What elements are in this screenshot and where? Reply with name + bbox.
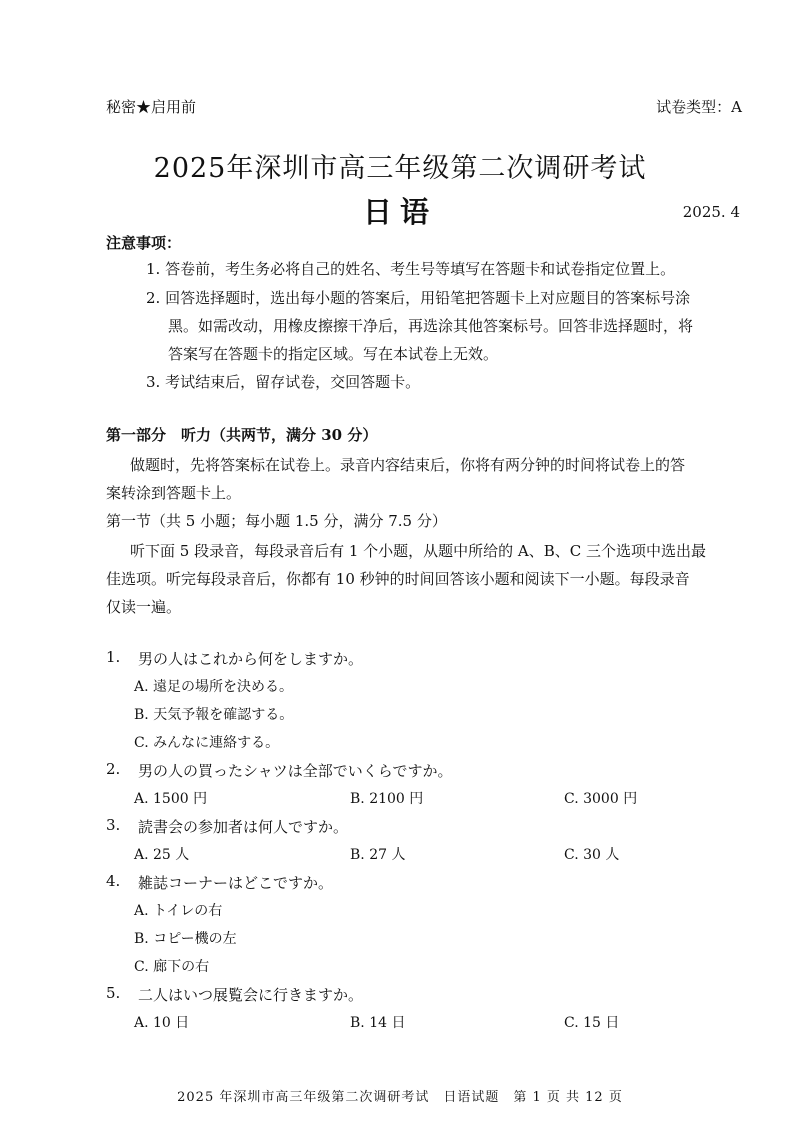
option-a: A. 10 日: [134, 1015, 190, 1031]
section1-instructions-line-3: 仅读一遍。: [106, 598, 182, 616]
confidential-label: 秘密★启用前: [106, 98, 197, 116]
option-c: C. 廊下の右: [134, 959, 210, 975]
question-text: 雑誌コーナーはどこですか。: [138, 874, 334, 892]
note-item-2-line-1: 2. 回答选择题时，选出每小题的答案后，用铅笔把答题卡上对应题目的答案标号涂: [146, 289, 691, 307]
question-text: 読書会の参加者は何人ですか。: [138, 818, 349, 836]
exam-title: 2025年深圳市高三年级第二次调研考试: [153, 153, 647, 184]
option-c: C. 30 人: [564, 847, 620, 863]
option-b: B. 天気予報を確認する。: [134, 707, 294, 723]
section1-instructions-line-2: 佳选项。听完每段录音后，你都有 10 秒钟的时间回答该小题和阅读下一小题。每段录音: [106, 570, 690, 588]
question-number: 5.: [106, 984, 121, 1002]
note-item-1: 1. 答卷前，考生务必将自己的姓名、考生号等填写在答题卡和试卷指定位置上。: [146, 260, 676, 278]
option-a: A. トイレの右: [134, 903, 223, 919]
note-item-3: 3. 考试结束后，留存试卷，交回答题卡。: [146, 373, 421, 391]
option-a: A. 遠足の場所を決める。: [134, 679, 294, 695]
question-text: 二人はいつ展覧会に行きますか。: [138, 986, 364, 1004]
note-item-2-line-2: 黑。如需改动，用橡皮擦擦干净后，再选涂其他答案标号。回答非选择题时，将: [168, 317, 694, 335]
question-number: 1.: [106, 648, 121, 666]
exam-date: 2025. 4: [682, 203, 740, 221]
section1-instructions-line-1: 听下面 5 段录音，每段录音后有 1 个小题，从题中所给的 A、B、C 三个选项中选出最: [130, 542, 707, 560]
note-item-2-line-3: 答案写在答题卡的指定区域。写在本试卷上无效。: [168, 345, 499, 363]
option-c: C. みんなに連絡する。: [134, 735, 280, 751]
section1-heading: 第一节（共 5 小题；每小题 1.5 分，满分 7.5 分）: [106, 512, 447, 530]
notes-heading: 注意事项：: [106, 234, 182, 252]
part1-intro-line-2: 案转涂到答题卡上。: [106, 484, 242, 502]
question-number: 4.: [106, 872, 121, 890]
option-b: B. 2100 円: [350, 791, 424, 807]
paper-type-label: 试卷类型：A: [656, 98, 742, 116]
question-number: 3.: [106, 816, 121, 834]
part1-intro-line-1: 做题时，先将答案标在试卷上。录音内容结束后，你将有两分钟的时间将试卷上的答: [130, 456, 686, 474]
page-footer: 2025 年深圳市高三年级第二次调研考试 日语试题 第 1 页 共 12 页: [177, 1090, 623, 1105]
option-b: B. コピー機の左: [134, 931, 237, 947]
part1-heading: 第一部分 听力（共两节，满分 30 分）: [106, 426, 378, 444]
question-text: 男の人の買ったシャツは全部でいくらですか。: [138, 762, 453, 780]
option-a: A. 25 人: [134, 847, 190, 863]
option-c: C. 15 日: [564, 1015, 620, 1031]
option-b: B. 14 日: [350, 1015, 406, 1031]
option-a: A. 1500 円: [134, 791, 208, 807]
option-c: C. 3000 円: [564, 791, 638, 807]
question-number: 2.: [106, 760, 121, 778]
option-b: B. 27 人: [350, 847, 406, 863]
question-text: 男の人はこれから何をしますか。: [138, 650, 364, 668]
subject-title: 日语: [362, 195, 437, 229]
